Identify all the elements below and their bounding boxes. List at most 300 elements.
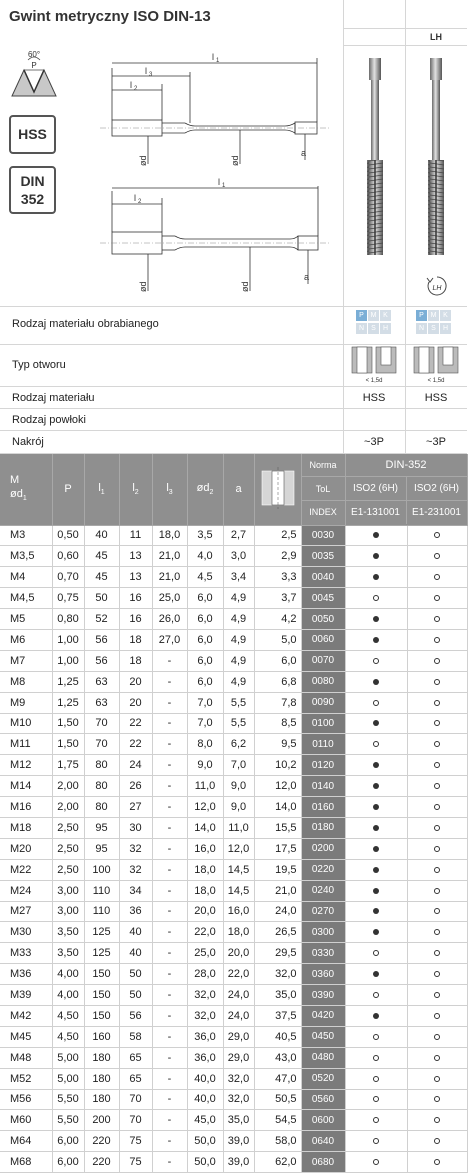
table-row xyxy=(0,901,467,922)
table-cell: M48 xyxy=(0,1047,52,1068)
table-cell: 3,7 xyxy=(254,588,301,609)
table-cell: 2,00 xyxy=(52,797,84,818)
table-row xyxy=(0,964,467,985)
table-cell: - xyxy=(152,817,187,838)
table-cell: 14,0 xyxy=(254,797,301,818)
table-cell: 4,9 xyxy=(223,650,254,671)
table-cell: 4,2 xyxy=(254,609,301,630)
table-cell: 9,0 xyxy=(187,755,223,776)
available-dot xyxy=(373,574,379,580)
availability-cell xyxy=(407,985,467,1006)
table-cell: 25,0 xyxy=(152,588,187,609)
thread-profile-icon xyxy=(10,48,58,106)
available-dot xyxy=(373,867,379,873)
table-cell: 12,0 xyxy=(223,838,254,859)
unavailable-dot xyxy=(434,1076,440,1082)
availability-cell xyxy=(345,776,407,797)
table-cell: 1,50 xyxy=(52,734,84,755)
unavailable-dot xyxy=(434,1096,440,1102)
table-cell: 26,5 xyxy=(254,922,301,943)
table-cell: - xyxy=(152,838,187,859)
table-cell: 6,00 xyxy=(52,1131,84,1152)
table-row xyxy=(0,546,467,567)
table-cell: 52 xyxy=(84,609,119,630)
availability-cell xyxy=(345,943,407,964)
table-cell: 50,0 xyxy=(187,1131,223,1152)
table-cell: 125 xyxy=(84,943,119,964)
unavailable-dot xyxy=(373,700,379,706)
available-dot xyxy=(373,553,379,559)
table-cell: 10,2 xyxy=(254,755,301,776)
table-cell: 20 xyxy=(119,692,152,713)
table-cell: 4,9 xyxy=(223,671,254,692)
table-cell: 50,5 xyxy=(254,1089,301,1110)
unavailable-dot xyxy=(434,595,440,601)
table-cell: - xyxy=(152,671,187,692)
table-cell: - xyxy=(152,1068,187,1089)
table-cell: 100 xyxy=(84,859,119,880)
table-cell: - xyxy=(152,713,187,734)
table-cell: M39 xyxy=(0,985,52,1006)
availability-cell xyxy=(407,859,467,880)
table-cell: 40 xyxy=(119,943,152,964)
availability-cell xyxy=(407,901,467,922)
unavailable-dot xyxy=(373,1096,379,1102)
table-cell: 6,0 xyxy=(187,650,223,671)
table-cell: 65 xyxy=(119,1068,152,1089)
available-dot xyxy=(373,888,379,894)
table-row xyxy=(0,734,467,755)
availability-cell xyxy=(345,817,407,838)
prop-coating: Rodzaj powłoki xyxy=(12,414,86,426)
table-cell: 150 xyxy=(84,964,119,985)
table-cell: 3,50 xyxy=(52,922,84,943)
availability-cell xyxy=(407,943,467,964)
table-cell: 40,0 xyxy=(187,1089,223,1110)
table-cell: 4,50 xyxy=(52,1005,84,1026)
a-label-2: a xyxy=(304,272,310,282)
unavailable-dot xyxy=(373,1138,379,1144)
index-cell: 0070 xyxy=(301,650,345,671)
table-cell: 2,50 xyxy=(52,859,84,880)
table-cell: M64 xyxy=(0,1131,52,1152)
tap-drawing-short xyxy=(100,176,335,301)
l1-sub-2: 1 xyxy=(222,183,226,189)
table-cell: 11,0 xyxy=(223,817,254,838)
availability-cell xyxy=(345,588,407,609)
availability-cell xyxy=(407,922,467,943)
table-cell: 62,0 xyxy=(254,1152,301,1173)
table-cell: - xyxy=(152,692,187,713)
table-cell: 39,0 xyxy=(223,1152,254,1173)
unavailable-dot xyxy=(434,574,440,580)
unavailable-dot xyxy=(434,825,440,831)
unavailable-dot xyxy=(434,700,440,706)
availability-cell xyxy=(407,609,467,630)
unavailable-dot xyxy=(434,908,440,914)
table-row xyxy=(0,650,467,671)
table-cell: M9 xyxy=(0,692,52,713)
table-cell: 7,0 xyxy=(223,755,254,776)
l2-label-2: l xyxy=(134,193,136,203)
table-cell: 24,0 xyxy=(254,901,301,922)
table-row xyxy=(0,671,467,692)
table-cell: 0,60 xyxy=(52,546,84,567)
table-cell: 45 xyxy=(84,567,119,588)
availability-cell xyxy=(407,1026,467,1047)
table-row xyxy=(0,943,467,964)
availability-cell xyxy=(345,859,407,880)
table-cell: M60 xyxy=(0,1110,52,1131)
table-cell: 37,5 xyxy=(254,1005,301,1026)
table-cell: M30 xyxy=(0,922,52,943)
available-dot xyxy=(373,616,379,622)
available-dot xyxy=(373,720,379,726)
available-dot xyxy=(373,971,379,977)
table-cell: 160 xyxy=(84,1026,119,1047)
index-cell: 0680 xyxy=(301,1152,345,1173)
table-cell: 58 xyxy=(119,1026,152,1047)
table-cell: 24,0 xyxy=(223,985,254,1006)
table-cell: 2,7 xyxy=(223,525,254,546)
table-cell: 56 xyxy=(119,1005,152,1026)
availability-cell xyxy=(345,713,407,734)
table-cell: 14,0 xyxy=(187,817,223,838)
availability-cell xyxy=(407,671,467,692)
table-cell: 70 xyxy=(119,1110,152,1131)
table-cell: 25,0 xyxy=(187,943,223,964)
unavailable-dot xyxy=(373,1076,379,1082)
availability-cell xyxy=(345,692,407,713)
table-cell: 20 xyxy=(119,671,152,692)
availability-cell xyxy=(407,880,467,901)
table-cell: 45 xyxy=(84,546,119,567)
table-row xyxy=(0,755,467,776)
table-cell: 14,5 xyxy=(223,880,254,901)
table-cell: 32,0 xyxy=(223,1068,254,1089)
material-groups-1: P M K N S H xyxy=(356,310,392,336)
table-cell: M20 xyxy=(0,838,52,859)
table-cell: 29,5 xyxy=(254,943,301,964)
table-cell: M8 xyxy=(0,671,52,692)
index-label: INDEX xyxy=(309,507,337,517)
index-cell: 0160 xyxy=(301,797,345,818)
table-cell: 26 xyxy=(119,776,152,797)
l3-sub: 3 xyxy=(149,72,153,78)
table-cell: 8,0 xyxy=(187,734,223,755)
availability-cell xyxy=(407,588,467,609)
table-cell: - xyxy=(152,859,187,880)
availability-cell xyxy=(407,1131,467,1152)
unavailable-dot xyxy=(373,741,379,747)
unavailable-dot xyxy=(434,762,440,768)
availability-cell xyxy=(345,650,407,671)
availability-cell xyxy=(407,1152,467,1173)
col-l3: $l_3$ xyxy=(152,454,187,525)
index-cell: 0300 xyxy=(301,922,345,943)
table-cell: 180 xyxy=(84,1068,119,1089)
table-cell: 36,0 xyxy=(187,1047,223,1068)
table-cell: 16,0 xyxy=(223,901,254,922)
table-cell: 14,5 xyxy=(223,859,254,880)
availability-cell xyxy=(345,1047,407,1068)
table-row xyxy=(0,1047,467,1068)
table-cell: - xyxy=(152,1047,187,1068)
availability-cell xyxy=(407,1005,467,1026)
table-cell: 4,5 xyxy=(187,567,223,588)
thread-pitch-label: P xyxy=(31,61,37,70)
available-dot xyxy=(373,637,379,643)
tolerance-2: ISO2 (6H) xyxy=(413,483,459,494)
table-row xyxy=(0,776,467,797)
table-cell: - xyxy=(152,964,187,985)
table-cell: 27 xyxy=(119,797,152,818)
unavailable-dot xyxy=(373,1034,379,1040)
tol-label: ToL xyxy=(302,477,345,501)
index-cell: 0060 xyxy=(301,629,345,650)
norma-label: Norma xyxy=(302,454,345,477)
table-cell: 18,0 xyxy=(152,525,187,546)
col-l2: $l_2$ xyxy=(119,454,152,525)
l3-label: l xyxy=(145,66,147,76)
unavailable-dot xyxy=(434,553,440,559)
table-cell: 1,00 xyxy=(52,629,84,650)
index-code-2: E1-231001 xyxy=(412,507,461,518)
table-header xyxy=(0,454,467,525)
index-cell: 0390 xyxy=(301,985,345,1006)
table-cell: 16 xyxy=(119,609,152,630)
table-cell: 6,00 xyxy=(52,1152,84,1173)
table-cell: 50 xyxy=(119,985,152,1006)
table-cell: 40,5 xyxy=(254,1026,301,1047)
availability-cell xyxy=(345,755,407,776)
availability-cell xyxy=(407,776,467,797)
table-cell: 1,50 xyxy=(52,713,84,734)
table-cell: - xyxy=(152,1152,187,1173)
table-row xyxy=(0,859,467,880)
availability-cell xyxy=(345,1152,407,1173)
col-p: P xyxy=(52,454,84,525)
unavailable-dot xyxy=(434,867,440,873)
available-dot xyxy=(373,804,379,810)
table-cell: 58,0 xyxy=(254,1131,301,1152)
din-badge-line2: 352 xyxy=(20,191,45,207)
table-cell: 22,0 xyxy=(187,922,223,943)
table-cell: 180 xyxy=(84,1047,119,1068)
table-cell: M33 xyxy=(0,943,52,964)
table-row xyxy=(0,1026,467,1047)
index-cell: 0090 xyxy=(301,692,345,713)
table-cell: 3,00 xyxy=(52,880,84,901)
table-cell: 29,0 xyxy=(223,1047,254,1068)
table-cell: 27,0 xyxy=(152,629,187,650)
availability-cell xyxy=(345,525,407,546)
table-row xyxy=(0,1089,467,1110)
table-cell: 6,0 xyxy=(187,629,223,650)
unavailable-dot xyxy=(373,992,379,998)
availability-cell xyxy=(407,755,467,776)
unavailable-dot xyxy=(373,595,379,601)
available-dot xyxy=(373,532,379,538)
table-cell: 22,0 xyxy=(223,964,254,985)
table-cell: 95 xyxy=(84,838,119,859)
table-cell: 16 xyxy=(119,588,152,609)
thread-angle-label: 60° xyxy=(27,50,41,59)
table-cell: 3,3 xyxy=(254,567,301,588)
index-cell: 0560 xyxy=(301,1089,345,1110)
table-cell: M22 xyxy=(0,859,52,880)
table-cell: 3,4 xyxy=(223,567,254,588)
table-row xyxy=(0,713,467,734)
table-cell: M16 xyxy=(0,797,52,818)
tap-image-left-hand xyxy=(416,50,456,270)
table-cell: 110 xyxy=(84,880,119,901)
left-hand-rotation-icon xyxy=(424,274,450,298)
index-cell: 0120 xyxy=(301,755,345,776)
unavailable-dot xyxy=(434,929,440,935)
table-row xyxy=(0,1110,467,1131)
table-cell: 45,0 xyxy=(187,1110,223,1131)
availability-cell xyxy=(345,734,407,755)
index-cell: 0450 xyxy=(301,1026,345,1047)
divider xyxy=(0,386,467,387)
table-cell: 43,0 xyxy=(254,1047,301,1068)
table-cell: 70 xyxy=(84,713,119,734)
table-row xyxy=(0,985,467,1006)
table-cell: 4,9 xyxy=(223,588,254,609)
table-cell: 2,50 xyxy=(52,838,84,859)
l2-sub-2: 2 xyxy=(138,199,142,205)
available-dot xyxy=(373,908,379,914)
table-row xyxy=(0,525,467,546)
table-cell: - xyxy=(152,880,187,901)
availability-cell xyxy=(345,1005,407,1026)
table-cell: 75 xyxy=(119,1131,152,1152)
unavailable-dot xyxy=(434,1034,440,1040)
unavailable-dot xyxy=(434,1138,440,1144)
index-cell: 0480 xyxy=(301,1047,345,1068)
table-cell: - xyxy=(152,985,187,1006)
col-d2: $ød_2$ xyxy=(187,454,223,525)
availability-cell xyxy=(407,525,467,546)
availability-cell xyxy=(345,629,407,650)
table-cell: 0,80 xyxy=(52,609,84,630)
table-cell: 1,25 xyxy=(52,692,84,713)
table-cell: 26,0 xyxy=(152,609,187,630)
index-cell: 0100 xyxy=(301,713,345,734)
table-cell: 40 xyxy=(84,525,119,546)
availability-cell xyxy=(407,567,467,588)
availability-cell xyxy=(407,1089,467,1110)
index-cell: 0420 xyxy=(301,1005,345,1026)
table-cell: 35,0 xyxy=(254,985,301,1006)
table-cell: M56 xyxy=(0,1089,52,1110)
index-cell: 0270 xyxy=(301,901,345,922)
divider xyxy=(0,306,467,307)
din-badge-line1: DIN xyxy=(20,173,45,189)
table-cell: 75 xyxy=(119,1152,152,1173)
table-cell: 4,9 xyxy=(223,629,254,650)
table-cell: 80 xyxy=(84,797,119,818)
table-cell: 17,5 xyxy=(254,838,301,859)
prop-chamfer: Nakrój xyxy=(12,436,44,448)
table-cell: 5,5 xyxy=(223,692,254,713)
available-dot xyxy=(373,1013,379,1019)
tolerance-1: ISO2 (6H) xyxy=(346,477,407,500)
unavailable-dot xyxy=(434,637,440,643)
table-cell: 220 xyxy=(84,1131,119,1152)
table-cell: 56 xyxy=(84,629,119,650)
divider xyxy=(0,408,467,409)
l1-sub: 1 xyxy=(216,58,220,64)
hole-type-icon-1 xyxy=(350,345,400,385)
table-cell: 28,0 xyxy=(187,964,223,985)
table-cell: 4,00 xyxy=(52,985,84,1006)
table-cell: 5,00 xyxy=(52,1068,84,1089)
table-cell: 125 xyxy=(84,922,119,943)
availability-cell xyxy=(345,567,407,588)
table-cell: 35,0 xyxy=(223,1110,254,1131)
table-cell: 6,0 xyxy=(187,609,223,630)
availability-cell xyxy=(345,838,407,859)
table-cell: 5,0 xyxy=(254,629,301,650)
table-cell: 21,0 xyxy=(152,546,187,567)
index-cell: 0360 xyxy=(301,964,345,985)
table-cell: 5,50 xyxy=(52,1089,84,1110)
unavailable-dot xyxy=(434,1159,440,1165)
table-cell: 4,0 xyxy=(187,546,223,567)
index-cell: 0200 xyxy=(301,838,345,859)
unavailable-dot xyxy=(434,532,440,538)
index-cell: 0140 xyxy=(301,776,345,797)
table-cell: 0,70 xyxy=(52,567,84,588)
availability-cell xyxy=(407,797,467,818)
table-cell: - xyxy=(152,776,187,797)
divider xyxy=(343,28,467,29)
table-cell: 6,8 xyxy=(254,671,301,692)
table-cell: - xyxy=(152,1026,187,1047)
table-cell: 180 xyxy=(84,1089,119,1110)
index-cell: 0110 xyxy=(301,734,345,755)
l2-sub: 2 xyxy=(134,86,138,92)
table-cell: 21,0 xyxy=(152,567,187,588)
unavailable-dot xyxy=(434,783,440,789)
table-cell: 5,00 xyxy=(52,1047,84,1068)
table-cell: 63 xyxy=(84,692,119,713)
table-row xyxy=(0,1152,467,1173)
index-cell: 0220 xyxy=(301,859,345,880)
table-cell: 11,0 xyxy=(187,776,223,797)
table-cell: M3 xyxy=(0,525,52,546)
availability-cell xyxy=(345,964,407,985)
table-cell: M24 xyxy=(0,880,52,901)
table-cell: 19,5 xyxy=(254,859,301,880)
table-cell: M3,5 xyxy=(0,546,52,567)
table-cell: 18,0 xyxy=(223,922,254,943)
table-row xyxy=(0,880,467,901)
availability-cell xyxy=(407,546,467,567)
unavailable-dot xyxy=(434,1117,440,1123)
table-cell: 70 xyxy=(119,1089,152,1110)
chamfer-value-2: ~3P xyxy=(426,436,446,448)
table-cell: 54,5 xyxy=(254,1110,301,1131)
table-cell: 6,0 xyxy=(254,650,301,671)
table-cell: 50 xyxy=(84,588,119,609)
unavailable-dot xyxy=(373,1159,379,1165)
dimensions-table xyxy=(0,454,468,1173)
thread-depth-icon xyxy=(258,463,298,513)
index-cell: 0180 xyxy=(301,817,345,838)
